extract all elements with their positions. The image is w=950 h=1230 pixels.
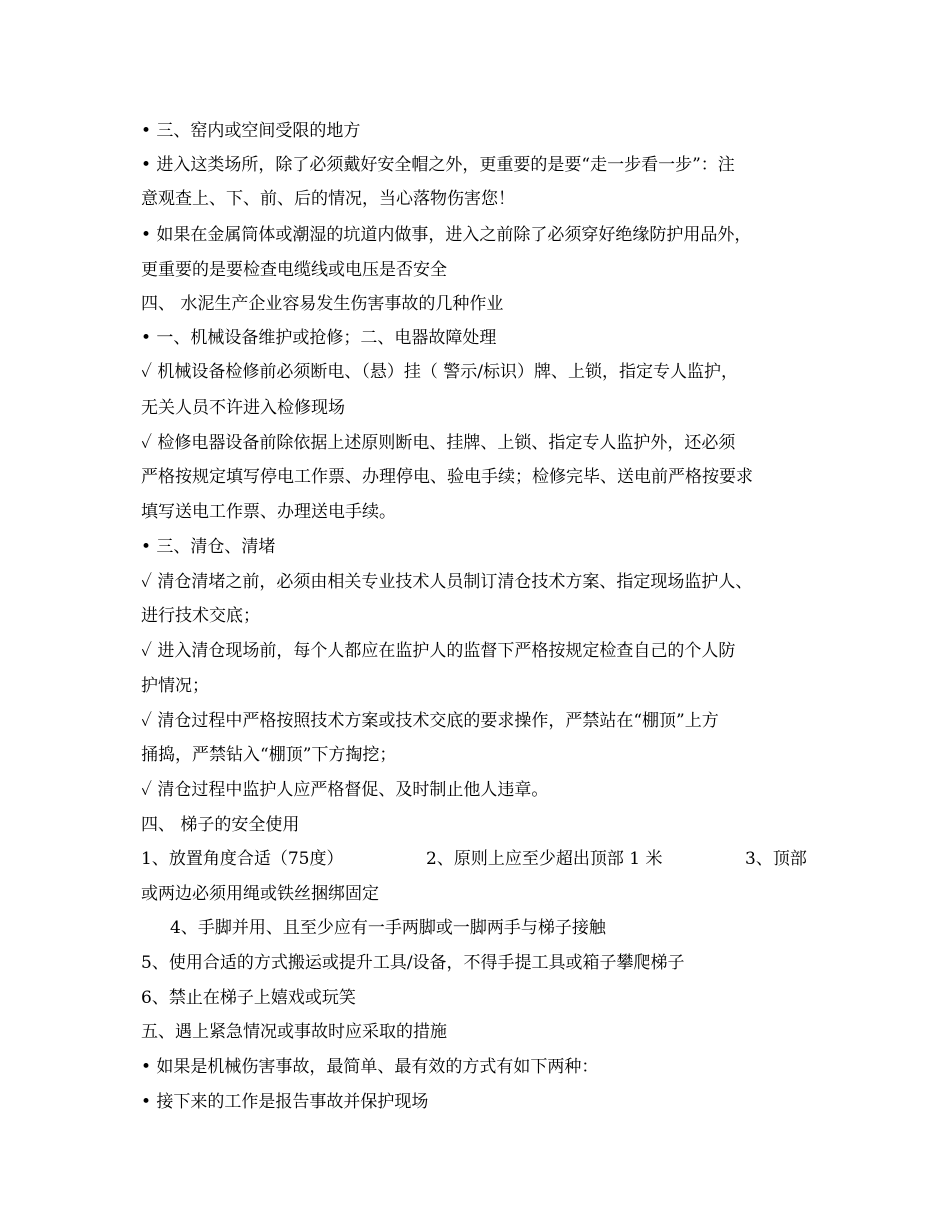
text-line: 严格按规定填写停电工作票、办理停电、验电手续；检修完毕、送电前严格按要求: [141, 467, 753, 487]
text-line: 意观查上、下、前、后的情况，当心落物伤害您！: [141, 189, 515, 209]
bullet-item: • 如果是机械伤害事故，最简单、最有效的方式有如下两种：: [141, 1057, 599, 1077]
ladder-item-fix: 3、顶部: [745, 849, 807, 869]
check-item: ✓ 清仓过程中监护人应严格督促、及时制止他人违章。: [141, 780, 549, 800]
ladder-item-no-play: 6、禁止在梯子上嬉戏或玩笑: [141, 988, 356, 1008]
check-item: ✓ 进入清仓现场前，每个人都应在监护人的监督下严格按规定检查自己的个人防: [141, 641, 736, 661]
ladder-item-height: 2、原则上应至少超出顶部 1 米: [426, 849, 663, 869]
text-line: 填写送电工作票、办理送电手续。: [141, 502, 396, 522]
text-line: • 进入这类场所，除了必须戴好安全帽之外，更重要的是要“走一步看一步”：注: [141, 155, 735, 175]
check-item: ✓ 清仓过程中严格按照技术方案或技术交底的要求操作，严禁站在“棚顶”上方: [141, 711, 719, 731]
check-item: ✓ 检修电器设备前除依据上述原则断电、挂牌、上锁、指定专人监护外，还必须: [141, 433, 736, 453]
section-heading-ladder: 四、 梯子的安全使用: [141, 815, 300, 835]
bullet-maintenance-heading: • 一、机械设备维护或抢修；二、电器故障处理: [141, 328, 497, 348]
section-heading-emergency: 五、遇上紧急情况或事故时应采取的措施: [141, 1022, 447, 1042]
ladder-item-angle: 1、放置角度合适（75度）: [141, 849, 344, 869]
text-line: 捅捣，严禁钻入“棚顶”下方掏挖；: [141, 745, 397, 765]
text-line: 进行技术交底；: [141, 606, 260, 626]
ladder-item-contact: 4、手脚并用、且至少应有一手两脚或一脚两手与梯子接触: [170, 918, 606, 938]
check-item: ✓ 机械设备检修前必须断电、（悬）挂（ 警示/标识）牌、上锁，指定专人监护，: [141, 362, 738, 382]
ladder-items-row: [141, 846, 831, 872]
ladder-item-carry: 5、使用合适的方式搬运或提升工具/设备，不得手提工具或箱子攀爬梯子: [141, 953, 685, 973]
text-line: 护情况；: [141, 676, 209, 696]
bullet-cleaning-heading: • 三、清仓、清堵: [141, 537, 276, 557]
bullet-confined-space-heading: • 三、窑内或空间受限的地方: [141, 121, 361, 141]
bullet-item: • 接下来的工作是报告事故并保护现场: [141, 1092, 429, 1112]
text-line: 无关人员不许进入检修现场: [141, 398, 345, 418]
text-line: • 如果在金属筒体或潮湿的坑道内做事，进入之前除了必须穿好绝缘防护用品外，: [141, 225, 752, 245]
text-line: 更重要的是要检查电缆线或电压是否安全: [141, 260, 447, 280]
text-line: 或两边必须用绳或铁丝捆绑固定: [141, 884, 379, 904]
section-heading-four: 四、 水泥生产企业容易发生伤害事故的几种作业: [141, 294, 504, 314]
check-item: ✓ 清仓清堵之前，必须由相关专业技术人员制订清仓技术方案、指定现场监护人、: [141, 572, 753, 592]
